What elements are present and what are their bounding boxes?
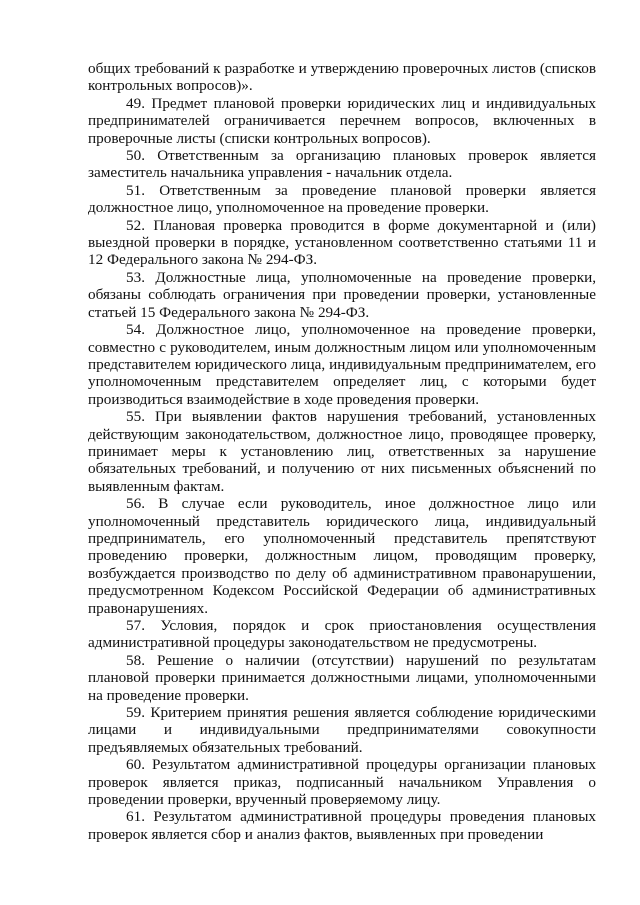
paragraph-61: 61. Результатом административной процедуры проведения плановых проверок является сбор и анализ фактов, выявленных при проведении <box>88 808 596 843</box>
paragraph-51: 51. Ответственным за проведение плановой проверки является должностное лицо, уполномоченное на проведение проверки. <box>88 181 596 217</box>
paragraph-50: 50. Ответственным за организацию плановых проверок является заместитель начальника управления - начальник отдела. <box>88 147 596 182</box>
paragraph-55: 55. При выявлении фактов нарушения требований, установленных действующим законодательством, должностное лицо, проводящее проверку, принимает меры к установлению лиц, ответственных за нарушение обязательных требований, и получению от них письменных объяснений по выявленным фактам. <box>88 408 596 495</box>
document-page <box>88 60 596 843</box>
paragraph-56: 56. В случае если руководитель, иное должностное лицо или уполномоченный представитель юридического лица, индивидуальный предприниматель, его уполномоченный представитель препятствуют проведению проверки, должностным лицом, проводящим проверку, возбуждается производство по делу об административном правонарушении, предусмотренном Кодексом Российской Федерации об административных правонарушениях. <box>88 495 596 617</box>
paragraph-59: 59. Критерием принятия решения является соблюдение юридическими лицами и индивидуальными предпринимателями совокупности предъявляемых обязательных требований. <box>88 704 596 756</box>
paragraph-60: 60. Результатом административной процедуры организации плановых проверок является приказ, подписанный начальником Управления о проведении проверки, врученный проверяемому лицу. <box>88 756 596 809</box>
paragraph-57: 57. Условия, порядок и срок приостановления осуществления административной процедуры законодательством не предусмотрены. <box>88 617 596 652</box>
paragraph-52: 52. Плановая проверка проводится в форме документарной и (или) выездной проверки в порядке, установленном соответственно статьями 11 и 12 Федерального закона № 294-ФЗ. <box>88 216 596 269</box>
paragraph-54: 54. Должностное лицо, уполномоченное на проведение проверки, совместно с руководителем, иным должностным лицом или уполномоченным представителем юридического лица, индивидуальным предпринимателем, его уполномоченным представителем определяет лиц, с которыми будет производиться взаимодействие в ходе проведения проверки. <box>88 321 596 408</box>
paragraph-49: 49. Предмет плановой проверки юридических лиц и индивидуальных предпринимателей ограничивается перечнем вопросов, включенных в проверочные листы (списки контрольных вопросов). <box>88 94 596 147</box>
paragraph-continuation: общих требований к разработке и утверждению проверочных листов (списков контрольных вопросов)». <box>88 60 596 95</box>
paragraph-58: 58. Решение о наличии (отсутствии) нарушений по результатам плановой проверки принимается должностными лицами, уполномоченными на проведение проверки. <box>88 651 596 704</box>
paragraph-53: 53. Должностные лица, уполномоченные на проведение проверки, обязаны соблюдать ограничения при проведении проверки, установленные статьей 15 Федерального закона № 294-ФЗ. <box>88 268 596 321</box>
